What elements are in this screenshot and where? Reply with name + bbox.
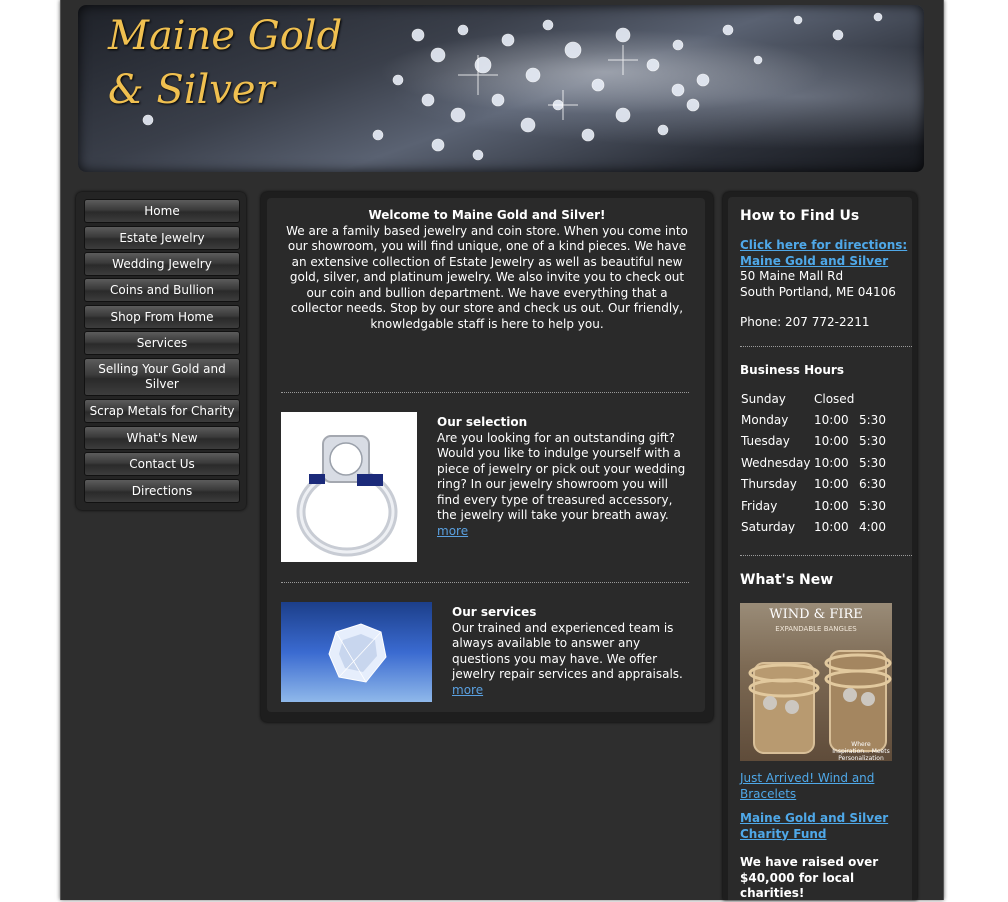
selection-title: Our selection bbox=[437, 415, 528, 429]
selection-more-link[interactable]: more bbox=[437, 523, 469, 538]
logo-line-1: Maine Gold bbox=[108, 13, 343, 59]
charity-fund-link[interactable]: Maine Gold and Silver Charity Fund bbox=[740, 811, 889, 841]
nav-item-label: Coins and Bullion bbox=[110, 282, 214, 297]
hours-open: 10:00 bbox=[814, 455, 849, 470]
services-title: Our services bbox=[452, 605, 537, 619]
hours-open: 10:00 bbox=[814, 413, 849, 428]
hours-open: 10:00 bbox=[814, 520, 849, 535]
hours-day: Sunday bbox=[741, 391, 786, 406]
hours-day: Saturday bbox=[741, 520, 796, 535]
diamond-icon bbox=[281, 602, 432, 702]
hours-open: 10:00 bbox=[814, 434, 849, 449]
ring-icon bbox=[281, 412, 417, 562]
nav-item-directions[interactable] bbox=[84, 479, 240, 503]
promo-brand: WIND & FIRE bbox=[769, 607, 863, 622]
hours-day: Tuesday bbox=[741, 434, 790, 449]
nav-item-label: Home bbox=[144, 203, 180, 218]
hours-close bbox=[859, 388, 889, 409]
just-arrived-link[interactable]: Just Arrived! Wind and Bracelets bbox=[740, 771, 875, 801]
nav-item-whats-new[interactable] bbox=[84, 426, 240, 450]
directions-link[interactable]: Click here for directions: Maine Gold and Silver bbox=[740, 238, 908, 268]
hours-close: 4:00 bbox=[859, 520, 886, 535]
hours-row bbox=[741, 474, 889, 495]
hours-row bbox=[741, 516, 889, 537]
hours-open: 10:00 bbox=[814, 477, 849, 492]
promo-tagline: Where Inspiration... Meets Personalization bbox=[832, 741, 890, 761]
hours-row bbox=[741, 388, 889, 409]
hours-open: Closed bbox=[814, 391, 855, 406]
header-banner bbox=[78, 5, 924, 172]
page-container bbox=[60, 0, 944, 900]
hours-day: Thursday bbox=[741, 477, 797, 492]
address-line-1: 50 Maine Mall Rd bbox=[740, 269, 844, 283]
nav-item-label: Wedding Jewelry bbox=[112, 256, 212, 271]
nav-item-label: Scrap Metals for Charity bbox=[89, 403, 235, 418]
whats-new-title: What's New bbox=[740, 572, 834, 588]
hours-day: Wednesday bbox=[741, 455, 811, 470]
hours-close: 5:30 bbox=[859, 455, 886, 470]
section-divider bbox=[740, 555, 912, 556]
hours-close: 6:30 bbox=[859, 477, 886, 492]
welcome-body: We are a family based jewelry and coin store. When you come into our showroom, you will find unique, one of a kind pieces. We have an extensive collection of Estate Jewelry as well as beautiful new gold, silver, and platinum jewelry. We also invite you to check out our coin and bullion department. We have everything that a collector needs. Stop by our store and check us out. Our friendly, knowledgable staff is here to help you. bbox=[286, 223, 688, 331]
nav-item-label: What's New bbox=[126, 430, 198, 445]
ring-image[interactable] bbox=[281, 412, 417, 562]
welcome-title: Welcome to Maine Gold and Silver! bbox=[368, 208, 606, 222]
nav-item-wedding-jewelry[interactable] bbox=[84, 252, 240, 276]
welcome-section bbox=[285, 208, 689, 332]
main-content-inner bbox=[267, 198, 705, 712]
logo-line-2: & Silver bbox=[108, 67, 275, 113]
promo-subtitle: EXPANDABLE BANGLES bbox=[775, 625, 857, 633]
main-content bbox=[261, 192, 713, 722]
site-logo[interactable] bbox=[108, 9, 342, 117]
nav-item-selling-gold-silver[interactable] bbox=[84, 358, 240, 396]
nav-item-label: Selling Your Gold and Silver bbox=[98, 362, 226, 391]
hours-row bbox=[741, 495, 889, 516]
nav-item-label: Estate Jewelry bbox=[119, 230, 205, 245]
services-body: Our trained and experienced team is always available to answer any questions you may have. We offer jewelry repair services and appraisals. bbox=[452, 620, 683, 681]
services-section bbox=[452, 605, 696, 698]
hours-open: 10:00 bbox=[814, 498, 849, 513]
section-divider bbox=[740, 346, 912, 347]
phone-number: Phone: 207 772-2211 bbox=[740, 315, 870, 329]
nav-item-scrap-metals[interactable] bbox=[84, 399, 240, 423]
hours-row bbox=[741, 409, 889, 430]
nav-item-label: Directions bbox=[131, 483, 193, 498]
diamond-image[interactable] bbox=[281, 602, 432, 702]
find-us-info bbox=[740, 238, 910, 331]
right-sidebar bbox=[723, 192, 917, 900]
charity-raised-text: We have raised over $40,000 for local charities! bbox=[740, 855, 879, 900]
nav-item-label: Shop From Home bbox=[110, 309, 214, 324]
right-sidebar-inner bbox=[728, 197, 912, 900]
hours-row bbox=[741, 452, 889, 473]
hours-close: 5:30 bbox=[859, 498, 886, 513]
address-line-2: South Portland, ME 04106 bbox=[740, 284, 896, 299]
nav-item-shop-from-home[interactable] bbox=[84, 305, 240, 329]
nav-item-coins-and-bullion[interactable] bbox=[84, 278, 240, 302]
hours-close: 5:30 bbox=[859, 413, 886, 428]
whats-new-links bbox=[740, 771, 900, 902]
nav-item-services[interactable] bbox=[84, 331, 240, 355]
hours-table bbox=[741, 388, 889, 538]
find-us-title: How to Find Us bbox=[740, 208, 860, 224]
sidebar-nav bbox=[76, 192, 246, 510]
section-divider bbox=[281, 392, 689, 393]
services-more-link[interactable]: more bbox=[452, 682, 484, 697]
selection-section bbox=[437, 415, 693, 539]
hours-row bbox=[741, 431, 889, 452]
selection-body: Are you looking for an outstanding gift? Would you like to indulge yourself with a piece of jewelry or pick out your wedding ring? In our jewelry showroom you will find every type of treasured accessory, the jewelry will take your breath away. bbox=[437, 430, 686, 522]
nav-item-estate-jewelry[interactable] bbox=[84, 226, 240, 250]
wind-and-fire-promo-image[interactable] bbox=[740, 603, 892, 761]
nav-item-label: Contact Us bbox=[129, 456, 195, 471]
hours-title: Business Hours bbox=[740, 363, 844, 377]
section-divider bbox=[281, 582, 689, 583]
hours-day: Friday bbox=[741, 498, 778, 513]
nav-item-contact-us[interactable] bbox=[84, 452, 240, 476]
hours-day: Monday bbox=[741, 413, 789, 428]
hours-close: 5:30 bbox=[859, 434, 886, 449]
nav-item-label: Services bbox=[136, 335, 188, 350]
bangles-icon bbox=[740, 603, 892, 761]
nav-item-home[interactable] bbox=[84, 199, 240, 223]
